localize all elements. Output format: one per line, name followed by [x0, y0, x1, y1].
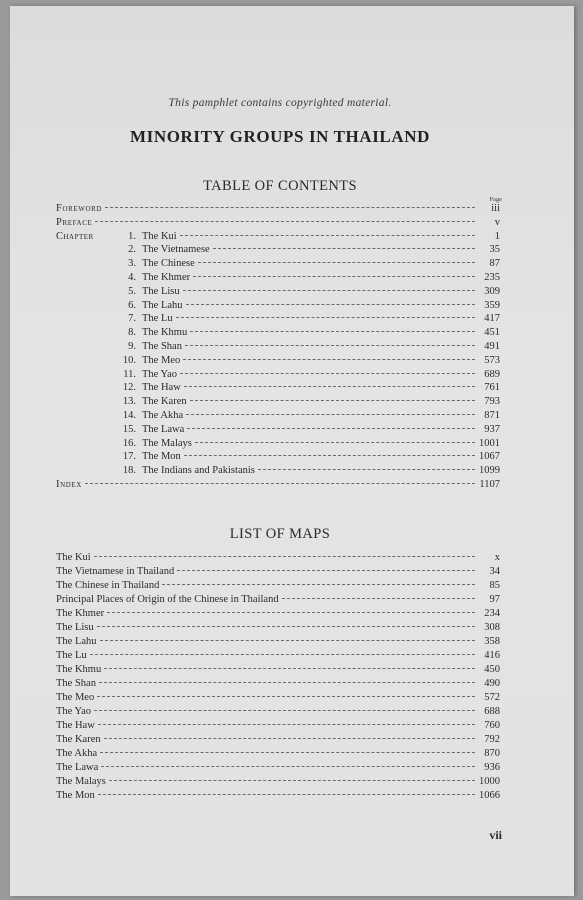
- dot-leader: [98, 724, 475, 725]
- chapter-title: The Shan: [142, 341, 182, 352]
- map-title: The Shan: [56, 678, 96, 689]
- toc-page-number: 235: [484, 272, 500, 283]
- toc-index-label: Index: [56, 479, 82, 490]
- dot-leader: [94, 710, 475, 711]
- chapter-title: The Malays: [142, 437, 192, 449]
- map-title: Principal Places of Origin of the Chinese in Thailand: [56, 594, 279, 605]
- map-row: [56, 663, 500, 676]
- toc-page-number: 1107: [479, 479, 500, 490]
- dot-leader: [186, 414, 475, 415]
- map-row: [56, 775, 500, 788]
- chapter-number: 5.: [128, 285, 136, 297]
- chapter-title: The Khmu: [142, 327, 188, 339]
- map-page-number: 34: [489, 566, 500, 577]
- chapter-number: 15.: [122, 423, 136, 435]
- chapter-title: The Lu: [142, 313, 173, 325]
- page-number: vii: [489, 828, 502, 842]
- toc-row: [56, 230, 500, 243]
- toc-page-number: 573: [484, 354, 500, 366]
- toc-row: [56, 271, 500, 284]
- dot-leader: [85, 483, 475, 484]
- map-title: The Lahu: [56, 636, 97, 647]
- map-title: The Khmu: [56, 664, 102, 675]
- chapter-title: The Lisu: [142, 285, 180, 297]
- map-row: [56, 705, 500, 718]
- map-row: [56, 789, 500, 802]
- dot-leader: [100, 752, 475, 753]
- map-title: The Khmer: [56, 608, 105, 619]
- toc-row: [56, 216, 500, 229]
- toc-row: [56, 312, 500, 325]
- chapter-title: The Meo: [142, 354, 181, 366]
- map-row: [56, 579, 500, 592]
- dot-leader: [97, 696, 475, 697]
- toc-page-number: 793: [484, 396, 500, 408]
- dot-leader: [105, 207, 475, 208]
- dot-leader: [109, 780, 475, 781]
- map-title: The Karen: [56, 734, 101, 745]
- toc-page-number: 87: [489, 258, 500, 270]
- chapter-word: Chapter: [56, 230, 94, 242]
- dot-leader: [193, 276, 475, 277]
- map-row: [56, 691, 500, 704]
- toc-page-number: 871: [484, 410, 500, 421]
- chapter-number: 14.: [122, 410, 136, 421]
- map-title: The Mon: [56, 790, 95, 801]
- toc-row: [56, 285, 500, 298]
- toc-row: [56, 437, 500, 450]
- dot-leader: [195, 442, 475, 443]
- dot-leader: [183, 359, 475, 360]
- toc-page-number: v: [494, 216, 500, 228]
- map-page-number: 490: [484, 678, 500, 689]
- chapter-number: 4.: [128, 272, 136, 283]
- map-page-number: x: [494, 552, 500, 563]
- dot-leader: [101, 766, 475, 767]
- toc-page-number: 359: [484, 299, 500, 311]
- dot-leader: [95, 221, 475, 222]
- toc-row: [56, 354, 500, 367]
- dot-leader: [98, 794, 475, 795]
- map-row: [56, 677, 500, 690]
- map-row: [56, 747, 500, 760]
- map-title: The Kui: [56, 552, 91, 563]
- dot-leader: [213, 248, 475, 249]
- toc-row: [56, 464, 500, 477]
- toc-page-number: 451: [484, 327, 500, 339]
- dot-leader: [198, 262, 475, 263]
- dot-leader: [104, 668, 475, 669]
- dot-leader: [190, 331, 475, 332]
- map-title: The Lisu: [56, 622, 94, 633]
- chapter-number: 6.: [128, 299, 136, 311]
- chapter-title: The Indians and Pakistanis: [142, 465, 255, 477]
- map-title: The Meo: [56, 692, 95, 703]
- toc-row: [56, 368, 500, 381]
- map-page-number: 936: [484, 762, 500, 773]
- chapter-title: The Lawa: [142, 423, 185, 435]
- dot-leader: [94, 556, 475, 557]
- chapter-number: 17.: [122, 451, 136, 463]
- map-row: [56, 593, 500, 606]
- maps-heading: LIST OF MAPS: [229, 526, 331, 542]
- map-page-number: 792: [484, 734, 500, 745]
- toc-page-number: 689: [484, 368, 500, 380]
- dot-leader: [176, 317, 475, 318]
- chapter-number: 13.: [122, 396, 136, 408]
- chapter-title: The Lahu: [142, 299, 183, 311]
- map-page-number: 234: [484, 608, 500, 619]
- chapter-number: 9.: [128, 341, 136, 352]
- map-page-number: 1000: [479, 776, 500, 787]
- chapter-title: The Chinese: [142, 258, 195, 270]
- toc-page-number: 417: [484, 313, 500, 325]
- dot-leader: [185, 345, 475, 346]
- chapter-title: The Kui: [142, 230, 177, 242]
- dot-leader: [99, 682, 475, 683]
- dot-leader: [90, 654, 475, 655]
- chapter-number: 7.: [128, 313, 136, 325]
- toc-row: [56, 450, 500, 463]
- map-page-number: 1066: [479, 790, 500, 801]
- toc-page-column-label: Page: [489, 196, 502, 203]
- chapter-number: 3.: [128, 258, 136, 270]
- toc-front-label: Foreword: [56, 203, 103, 214]
- toc-front-label: Preface: [56, 216, 93, 228]
- dot-leader: [282, 598, 475, 599]
- map-row: [56, 621, 500, 634]
- dot-leader: [97, 626, 475, 627]
- chapter-title: The Mon: [142, 451, 181, 463]
- chapter-title: The Akha: [142, 410, 184, 421]
- chapter-number: 11.: [123, 368, 136, 380]
- map-row: [56, 607, 500, 620]
- map-page-number: 870: [484, 748, 500, 759]
- chapter-number: 10.: [122, 354, 136, 366]
- chapter-number: 8.: [128, 327, 136, 339]
- map-page-number: 358: [484, 636, 500, 647]
- page-title: MINORITY GROUPS IN THAILAND: [129, 127, 431, 146]
- map-title: The Haw: [56, 720, 95, 731]
- toc-page-number: 1067: [479, 451, 500, 463]
- map-page-number: 572: [484, 692, 500, 703]
- toc-row: [56, 478, 500, 491]
- chapter-title: The Yao: [142, 368, 178, 380]
- dot-leader: [184, 386, 475, 387]
- toc-page-number: 1: [494, 230, 500, 242]
- dot-leader: [183, 290, 475, 291]
- map-page-number: 416: [484, 650, 500, 661]
- map-row: [56, 565, 500, 578]
- toc-page-number: 761: [484, 382, 500, 394]
- dot-leader: [258, 469, 475, 470]
- toc-row: [56, 202, 500, 215]
- dot-leader: [180, 373, 475, 374]
- map-page-number: 760: [484, 720, 500, 731]
- toc-row: [56, 340, 500, 353]
- dot-leader: [187, 428, 475, 429]
- toc-row: [56, 326, 500, 339]
- toc-page-number: iii: [491, 203, 500, 214]
- toc-row: [56, 381, 500, 394]
- map-row: [56, 719, 500, 732]
- map-title: The Yao: [56, 706, 92, 717]
- chapter-title: The Khmer: [142, 272, 191, 283]
- chapter-title: The Haw: [142, 382, 181, 394]
- toc-page-number: 1099: [479, 465, 500, 477]
- map-title: The Lawa: [56, 762, 99, 773]
- document-page: [10, 6, 574, 896]
- map-page-number: 450: [484, 664, 500, 675]
- toc-row: [56, 257, 500, 270]
- toc-page-number: 937: [484, 423, 500, 435]
- toc-row: [56, 423, 500, 436]
- dot-leader: [186, 304, 475, 305]
- toc-page-number: 309: [484, 285, 500, 297]
- dot-leader: [177, 570, 475, 571]
- map-page-number: 688: [484, 706, 500, 717]
- dot-leader: [162, 584, 475, 585]
- map-row: [56, 551, 500, 564]
- dot-leader: [107, 612, 475, 613]
- map-row: [56, 761, 500, 774]
- toc-row: [56, 409, 500, 422]
- chapter-number: 12.: [122, 382, 136, 394]
- toc-row: [56, 299, 500, 312]
- dot-leader: [184, 455, 475, 456]
- map-page-number: 97: [489, 594, 500, 605]
- toc-heading: TABLE OF CONTENTS: [203, 178, 357, 194]
- map-row: [56, 649, 500, 662]
- dot-leader: [190, 400, 475, 401]
- chapter-number: 1.: [128, 230, 136, 242]
- toc-page-number: 35: [489, 244, 500, 256]
- map-title: The Vietnamese in Thailand: [56, 566, 175, 577]
- chapter-number: 16.: [122, 437, 136, 449]
- map-row: [56, 635, 500, 648]
- dot-leader: [104, 738, 475, 739]
- map-row: [56, 733, 500, 746]
- map-title: The Chinese in Thailand: [56, 580, 160, 591]
- map-title: The Malays: [56, 776, 106, 787]
- toc-row: [56, 243, 500, 256]
- toc-page-number: 491: [484, 341, 500, 352]
- map-page-number: 85: [489, 580, 500, 591]
- dot-leader: [100, 640, 475, 641]
- map-title: The Lu: [56, 650, 87, 661]
- toc-page-number: 1001: [479, 437, 500, 449]
- map-title: The Akha: [56, 748, 98, 759]
- toc-row: [56, 395, 500, 408]
- chapter-title: The Vietnamese: [142, 244, 210, 256]
- chapter-number: 2.: [128, 244, 136, 256]
- copyright-notice: This pamphlet contains copyrighted material.: [168, 97, 392, 109]
- dot-leader: [180, 235, 475, 236]
- chapter-title: The Karen: [142, 396, 187, 408]
- map-page-number: 308: [484, 622, 500, 633]
- chapter-number: 18.: [122, 465, 136, 477]
